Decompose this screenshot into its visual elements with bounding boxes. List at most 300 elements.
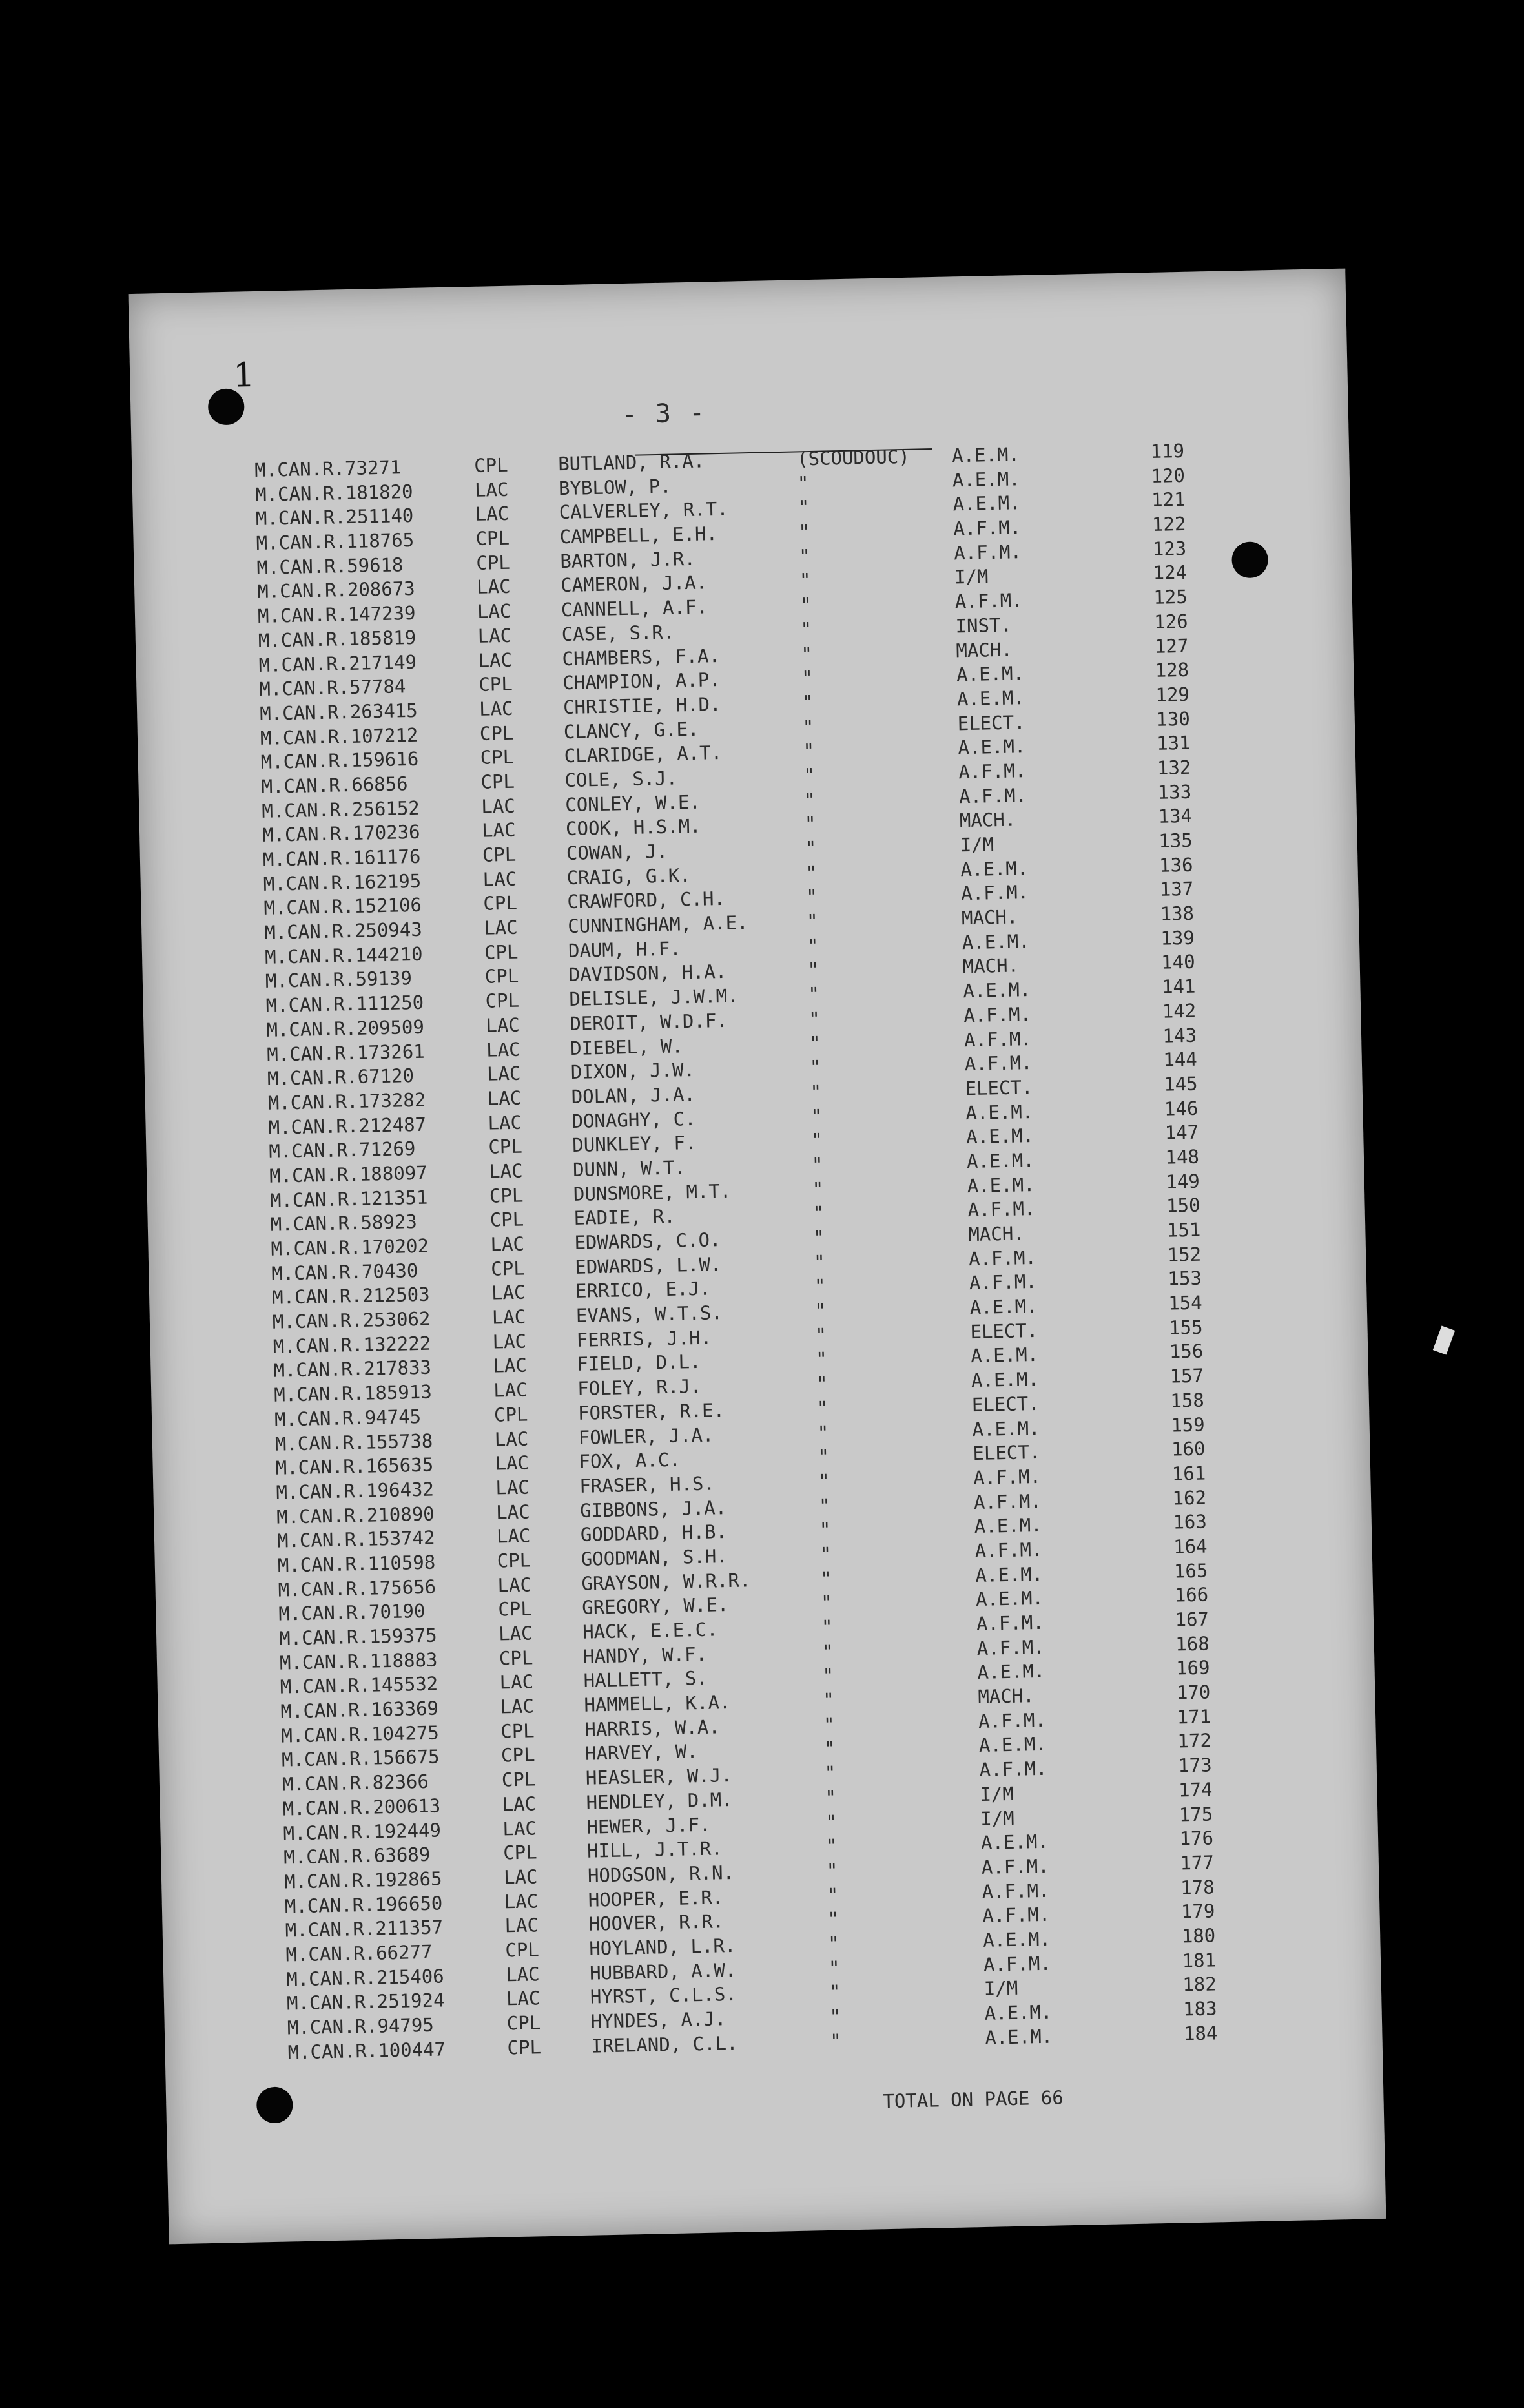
punch-hole-bottom-left [256,2086,293,2123]
service-number: M.CAN.R.196650 [284,1891,443,1918]
sequence-number: 152 [1167,1243,1202,1266]
service-number: M.CAN.R.155738 [274,1429,433,1455]
name: FRASER, H.S. [579,1472,716,1497]
rank: LAC [500,1695,535,1718]
sequence-number: 128 [1155,658,1189,682]
rank: LAC [495,1476,530,1499]
unit: " [807,959,819,981]
unit: " [797,472,809,495]
rank: LAC [483,916,518,939]
sequence-number: 165 [1173,1559,1208,1583]
rank: CPL [493,1403,528,1426]
rank: CPL [484,940,519,964]
unit: " [816,1348,828,1371]
name: CLARIDGE, A.T. [564,742,723,767]
rank: LAC [498,1622,533,1645]
sequence-number: 170 [1176,1681,1211,1704]
sequence-number: 164 [1173,1535,1208,1558]
service-number: M.CAN.R.82366 [282,1770,429,1796]
rank: LAC [481,819,516,842]
unit: " [820,1591,833,1614]
trade: A.F.M. [963,1002,1032,1027]
unit: " [808,1032,821,1054]
unit: " [806,886,818,908]
sequence-number: 176 [1179,1827,1214,1850]
name: EDWARDS, C.O. [574,1229,721,1254]
trade: A.F.M. [953,516,1022,540]
service-number: M.CAN.R.59618 [256,553,404,579]
rank: LAC [505,1962,540,1986]
service-number: M.CAN.R.70430 [271,1259,418,1285]
unit: " [822,1665,834,1687]
unit: " [820,1567,832,1590]
name: FOX, A.C. [579,1448,681,1473]
name: COLE, S.J. [564,767,678,792]
rank: LAC [491,1281,526,1304]
unit: " [825,1811,838,1833]
rank: LAC [474,478,509,501]
name: BARTON, J.R. [560,547,696,572]
name: ERRICO, E.J. [575,1277,711,1303]
sequence-number: 173 [1177,1754,1213,1777]
service-number: M.CAN.R.170202 [271,1234,429,1260]
sequence-number: 145 [1163,1072,1198,1095]
trade: I/M [954,565,989,588]
trade: A.E.M. [972,1417,1040,1440]
service-number: M.CAN.R.211357 [285,1916,444,1942]
trade: MACH. [968,1222,1025,1246]
trade: A.E.M. [965,1100,1034,1124]
rank: CPL [489,1208,524,1231]
unit: " [817,1421,829,1444]
rank: LAC [493,1378,528,1402]
name: HEASLER, W.J. [585,1764,733,1789]
sequence-number: 131 [1156,732,1191,755]
service-number: M.CAN.R.250943 [263,918,423,944]
trade: A.F.M. [976,1611,1045,1635]
trade: A.F.M. [974,1538,1043,1562]
service-number: M.CAN.R.192449 [283,1818,442,1845]
name: DELISLE, J.W.M. [569,984,739,1011]
sequence-number: 140 [1160,951,1195,974]
trade: ELECT. [965,1075,1033,1100]
service-number: M.CAN.R.94745 [274,1405,422,1431]
service-number: M.CAN.R.94795 [287,2013,435,2039]
sequence-number: 149 [1165,1170,1200,1193]
service-number: M.CAN.R.104275 [281,1721,440,1747]
name: EDWARDS, L.W. [574,1252,722,1278]
name: FOWLER, J.A. [578,1423,714,1449]
service-number: M.CAN.R.251924 [286,1989,445,2015]
name: FOLEY, R.J. [577,1375,702,1400]
service-number: M.CAN.R.121351 [269,1186,428,1212]
rank: CPL [506,2011,541,2035]
unit: " [819,1518,831,1541]
trade: MACH. [978,1685,1035,1708]
sequence-number: 179 [1180,1900,1215,1923]
trade: A.F.M. [973,1465,1042,1489]
service-number: M.CAN.R.165635 [275,1453,434,1479]
unit: " [804,813,816,835]
name: EADIE, R. [573,1205,676,1230]
service-number: M.CAN.R.188097 [269,1161,427,1187]
rank: CPL [500,1719,535,1743]
trade: A.E.M. [966,1148,1035,1173]
unit: " [810,1080,822,1103]
rank: CPL [488,1135,523,1158]
service-number: M.CAN.R.159375 [278,1624,437,1650]
rank: CPL [497,1549,531,1572]
trade: A.E.M. [975,1562,1044,1586]
rank: CPL [499,1646,533,1670]
name: CRAIG, G.K. [566,864,692,889]
rank: CPL [485,989,520,1012]
trade: A.E.M. [970,1344,1039,1367]
rank: LAC [476,576,511,599]
trade: A.F.M. [983,1952,1052,1976]
trade: A.E.M. [984,2000,1053,2024]
sequence-number: 174 [1178,1778,1213,1801]
unit: " [816,1372,828,1395]
name: DEROIT, W.D.F. [570,1009,728,1035]
unit: " [823,1713,836,1736]
rank: CPL [483,892,518,915]
sequence-number: 184 [1183,2022,1218,2045]
name: HEWER, J.F. [586,1813,711,1838]
name: HAMMELL, K.A. [584,1691,731,1716]
name: HARRIS, W.A. [584,1716,721,1741]
service-number: M.CAN.R.217149 [258,650,417,676]
trade: A.F.M. [964,1052,1033,1075]
name: HODGSON, R.N. [587,1861,735,1887]
sequence-number: 161 [1171,1462,1206,1485]
service-number: M.CAN.R.212503 [271,1283,430,1309]
sequence-number: 175 [1179,1802,1213,1826]
rank: CPL [490,1257,526,1280]
name: DAVIDSON, H.A. [568,960,727,986]
name: COWAN, J. [566,840,668,865]
unit: " [826,1859,838,1882]
service-number: M.CAN.R.118765 [256,528,415,555]
trade: ELECT. [971,1392,1040,1416]
name: GODDARD, H.B. [580,1521,728,1546]
service-number: M.CAN.R.66856 [261,773,408,798]
service-number: M.CAN.R.263415 [259,699,418,725]
sequence-number: 123 [1152,537,1187,560]
unit: " [829,2005,841,2028]
name: HUBBARD, A.W. [589,1958,737,1984]
sequence-number: 183 [1182,1997,1217,2020]
service-number: M.CAN.R.208673 [256,577,416,603]
sequence-number: 182 [1182,1973,1217,1996]
unit: " [825,1834,838,1858]
name: HYNDES, A.J. [590,2008,726,2033]
rank: LAC [503,1865,538,1889]
name: CUNNINGHAM, A.E. [567,911,748,938]
service-number: M.CAN.R.144210 [264,942,423,968]
rank: LAC [480,794,516,818]
unit: " [810,1129,823,1152]
rank: LAC [502,1816,537,1840]
name: DONAGHY, C. [572,1107,696,1132]
name: DUNSMORE, M.T. [573,1179,732,1205]
unit: " [806,909,818,933]
name: COOK, H.S.M. [565,815,701,840]
trade: A.F.M. [979,1757,1047,1781]
rank: LAC [499,1670,534,1694]
rank: LAC [486,1062,521,1085]
unit: " [810,1105,823,1127]
sequence-number: 169 [1175,1656,1210,1679]
sequence-number: 146 [1164,1097,1199,1120]
unit: " [814,1275,826,1298]
service-number: M.CAN.R.210890 [276,1502,435,1528]
sequence-number: 160 [1171,1437,1206,1460]
sequence-number: 151 [1166,1218,1201,1241]
trade: A.E.M. [978,1733,1047,1757]
rank: LAC [506,1987,541,2010]
service-number: M.CAN.R.73271 [254,456,402,482]
trade: A.F.M. [963,1027,1033,1051]
service-number: M.CAN.R.147239 [257,601,416,628]
name: CHAMPION, A.P. [562,669,721,694]
rank: LAC [504,1889,539,1913]
trade: I/M [980,1782,1014,1805]
rank: CPL [501,1768,536,1791]
unit: " [821,1640,834,1663]
trade: A.E.M. [952,492,1021,515]
trade: A.E.M. [958,735,1026,759]
name: GRAYSON, W.R.R. [581,1568,751,1595]
trade: A.F.M. [976,1635,1045,1659]
unit: " [808,1007,821,1030]
name: CRAWFORD, C.H. [567,887,726,913]
name: GREGORY, W.E. [581,1593,729,1619]
unit: " [815,1323,827,1346]
rank: CPL [480,745,515,769]
sequence-number: 177 [1180,1851,1215,1874]
rank: CPL [505,1938,540,1962]
name: HOOPER, E.R. [588,1885,724,1911]
sequence-number: 133 [1157,780,1192,804]
trade: A.E.M. [952,467,1020,492]
name: CAMPBELL, E.H. [559,523,718,548]
name: DOLAN, J.A. [571,1083,696,1108]
service-number: M.CAN.R.212487 [268,1113,427,1139]
rank: CPL [475,526,510,550]
unit: " [816,1396,829,1419]
unit: " [823,1738,836,1760]
rank: CPL [479,672,513,696]
service-number: M.CAN.R.215406 [285,1965,445,1991]
sequence-number: 119 [1150,439,1185,462]
unit: " [812,1202,825,1225]
rank: LAC [490,1232,525,1256]
trade: A.E.M. [956,687,1025,711]
rank: LAC [497,1573,532,1597]
service-number: M.CAN.R.153742 [276,1526,435,1552]
rank: LAC [486,1038,520,1061]
rank: CPL [484,965,519,988]
punch-hole-right [1231,541,1268,578]
name: CHAMBERS, F.A. [562,644,721,670]
rank: CPL [489,1184,524,1207]
name: FORSTER, R.E. [577,1398,725,1424]
name: CANNELL, A.F. [561,596,708,621]
trade: INST. [955,614,1013,638]
name: HILL, J.T.R. [586,1837,723,1862]
sequence-number: 172 [1177,1729,1212,1752]
service-number: M.CAN.R.57784 [259,675,406,701]
service-number: M.CAN.R.58923 [270,1210,418,1236]
trade: A.E.M. [960,856,1029,880]
trade: A.E.M. [962,929,1030,953]
name: HACK, E.E.C. [582,1618,718,1643]
service-number: M.CAN.R.175656 [278,1575,437,1601]
trade: A.F.M. [954,589,1023,613]
sequence-number: 121 [1151,488,1186,512]
trade: A.E.M. [977,1660,1045,1684]
trade: A.E.M. [971,1368,1040,1392]
service-number: M.CAN.R.63689 [283,1843,431,1869]
sequence-number: 134 [1158,805,1193,828]
rank: CPL [482,843,517,866]
service-number: M.CAN.R.173282 [267,1088,426,1114]
sequence-number: 125 [1153,585,1188,609]
service-number: M.CAN.R.200613 [282,1794,441,1820]
name: GOODMAN, S.H. [581,1545,728,1570]
service-number: M.CAN.R.251140 [255,504,414,530]
rank: LAC [496,1524,531,1548]
sequence-number: 144 [1163,1048,1198,1071]
name: DUNKLEY, F. [572,1132,697,1157]
unit: " [823,1688,835,1712]
sequence-number: 162 [1172,1486,1207,1510]
rank: LAC [492,1330,527,1353]
unit: " [799,569,811,592]
name: CONLEY, W.E. [564,791,701,816]
sequence-number: 120 [1151,464,1186,487]
unit: " [803,763,816,787]
unit: " [801,642,813,665]
rank: CPL [473,453,509,477]
document-page [129,269,1386,2245]
rank: LAC [488,1159,523,1183]
unit: " [819,1542,832,1565]
rank: LAC [494,1427,529,1451]
service-number: M.CAN.R.110598 [277,1551,436,1577]
trade: A.F.M. [953,540,1022,565]
trade: A.E.M. [982,1927,1051,1951]
sequence-number: 135 [1158,829,1193,852]
unit: " [813,1226,825,1249]
name: HALLETT, S. [583,1667,708,1692]
rank: LAC [493,1354,528,1378]
name: HARVEY, W. [584,1740,698,1765]
service-number: M.CAN.R.192865 [283,1867,442,1893]
trade: A.E.M. [975,1587,1044,1611]
rank: LAC [475,503,510,526]
unit: " [801,667,814,689]
name: FERRIS, J.H. [576,1326,712,1351]
name: DIXON, J.W. [570,1059,695,1084]
sequence-number: 171 [1177,1705,1211,1728]
unit: " [821,1615,833,1639]
trade: A.F.M. [958,760,1027,784]
sequence-number: 159 [1170,1413,1205,1437]
sequence-number: 130 [1155,707,1191,731]
service-number: M.CAN.R.170236 [262,821,420,847]
service-number: M.CAN.R.196432 [276,1478,435,1504]
sequence-number: 139 [1160,926,1195,950]
unit: " [805,861,818,884]
service-number: M.CAN.R.185913 [273,1380,433,1406]
sequence-number: 155 [1168,1316,1203,1339]
name: CLANCY, G.E. [563,718,699,743]
unit: (SCOUDOUC) [796,445,911,470]
rank: LAC [504,1914,539,1937]
sequence-number: 147 [1164,1121,1199,1144]
trade: MACH. [959,808,1016,832]
service-number: M.CAN.R.132222 [273,1332,431,1358]
rank: CPL [476,551,511,574]
trade: A.F.M. [960,881,1029,905]
rank: LAC [488,1111,522,1134]
trade: A.E.M. [951,443,1020,467]
trade: A.E.M. [967,1173,1035,1197]
sequence-number: 129 [1155,683,1190,706]
total-on-page: TOTAL ON PAGE 66 [883,2086,1064,2113]
unit: " [827,1907,839,1931]
unit: " [818,1469,830,1492]
name: CAMERON, J.A. [560,571,708,597]
service-number: M.CAN.R.163369 [280,1697,439,1723]
sequence-number: 153 [1168,1267,1202,1291]
name: GIBBONS, J.A. [579,1496,727,1522]
unit: " [809,1056,821,1079]
service-number: M.CAN.R.217833 [273,1356,432,1382]
unit: " [808,983,820,1006]
sequence-number: 137 [1159,878,1194,901]
sequence-number: 141 [1161,975,1196,998]
name: HOOVER, R.R. [588,1910,725,1935]
service-number: M.CAN.R.162195 [263,869,422,895]
sequence-number: 154 [1168,1291,1203,1314]
service-number: M.CAN.R.161176 [262,845,421,871]
unit: " [798,496,810,519]
sequence-number: 168 [1175,1632,1210,1655]
rank: LAC [482,867,517,891]
trade: MACH. [961,906,1018,929]
sequence-number: 127 [1154,634,1189,658]
rank: CPL [480,770,515,793]
unit: " [805,836,817,860]
service-number: M.CAN.R.145532 [280,1672,438,1698]
trade: ELECT. [957,711,1025,734]
unit: " [812,1178,824,1200]
trade: A.E.M. [985,2025,1053,2049]
name: FIELD, D.L. [577,1351,701,1376]
rank: LAC [495,1451,530,1475]
service-number: M.CAN.R.118883 [279,1648,438,1674]
unit: " [803,740,815,762]
rank: LAC [502,1792,537,1816]
trade: A.F.M. [982,1903,1051,1927]
unit: " [830,2029,842,2052]
sequence-number: 148 [1165,1145,1200,1168]
sequence-number: 157 [1169,1364,1204,1387]
service-number: M.CAN.R.253062 [272,1307,431,1333]
